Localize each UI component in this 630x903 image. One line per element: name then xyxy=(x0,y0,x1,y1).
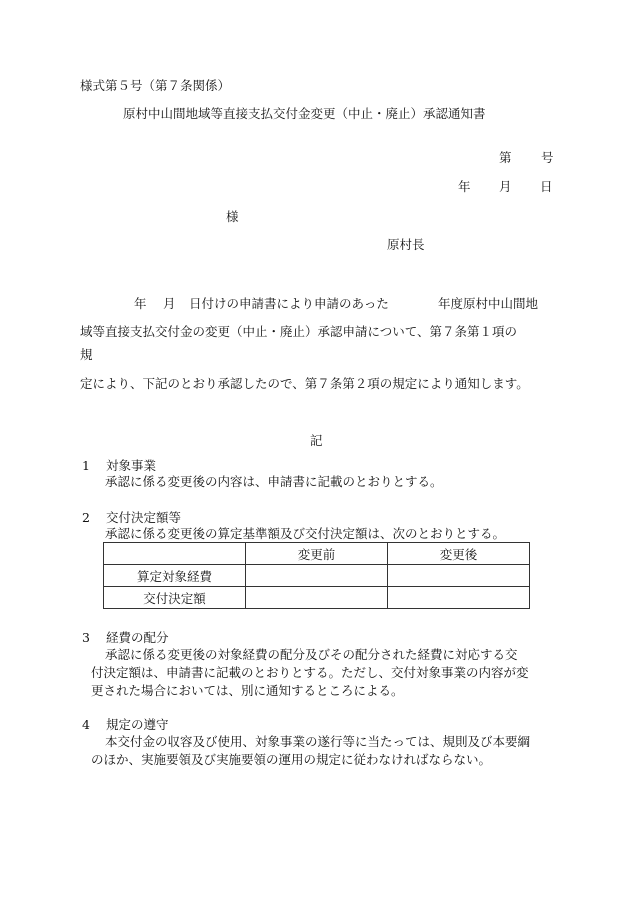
section-4-line1: 本交付金の収容及び使用、対象事業の遂行等に当たっては、規則及び本要綱 xyxy=(105,734,531,749)
table-row xyxy=(104,565,530,587)
table-cell: 交付決定額 xyxy=(104,587,246,609)
table-cell: 算定対象経費 xyxy=(104,565,246,587)
body-line2: 域等直接支払交付金の変更（中止・廃止）承認申請について、第７条第１項の xyxy=(80,324,518,339)
body-month: 月 xyxy=(163,296,176,311)
number-prefix: 第 xyxy=(499,150,512,165)
document-title: 原村中山間地域等直接支払交付金変更（中止・廃止）承認通知書 xyxy=(123,106,486,121)
addressee-suffix: 様 xyxy=(226,209,239,224)
section-2-number: 2 xyxy=(82,510,90,525)
body-line1: 日付けの申請書により申請のあった xyxy=(189,296,389,311)
body-fiscal-year: 年度原村中山間地 xyxy=(438,296,539,311)
section-3-line3: 更された場合においては、別に通知するところによる。 xyxy=(91,683,404,698)
section-2-text: 承認に係る変更後の算定基準額及び交付決定額は、次のとおりとする。 xyxy=(105,526,506,541)
section-4-number: 4 xyxy=(82,717,90,732)
table-cell xyxy=(246,587,388,609)
table-header-cell xyxy=(104,543,246,565)
section-3-title: 経費の配分 xyxy=(106,630,169,645)
date-year: 年 xyxy=(458,179,471,194)
table-header-cell: 変更後 xyxy=(388,543,530,565)
section-2-title: 交付決定額等 xyxy=(106,510,182,525)
number-suffix: 号 xyxy=(541,150,554,165)
table-row xyxy=(104,587,530,609)
section-1-number: 1 xyxy=(82,458,90,473)
grant-amount-table xyxy=(103,542,530,609)
body-line4: 定により、下記のとおり承認したので、第７条第２項の規定により通知します。 xyxy=(80,376,529,391)
body-year: 年 xyxy=(134,296,147,311)
section-4-title: 規定の遵守 xyxy=(106,717,169,732)
form-number: 様式第５号（第７条関係） xyxy=(80,78,231,93)
date-month: 月 xyxy=(499,179,512,194)
table-header-cell: 変更前 xyxy=(246,543,388,565)
table-cell xyxy=(388,587,530,609)
section-4-line2: のほか、実施要領及び実施要領の運用の規定に従わなければならない。 xyxy=(91,752,492,767)
body-line3: 規 xyxy=(80,347,93,362)
table-cell xyxy=(246,565,388,587)
section-3-line2: 付決定額は、申請書に記載のとおりとする。ただし、交付対象事業の内容が変 xyxy=(91,665,529,680)
section-1-title: 対象事業 xyxy=(106,458,157,473)
date-day: 日 xyxy=(540,179,553,194)
table-header-row xyxy=(104,543,530,565)
section-3-line1: 承認に係る変更後の対象経費の配分及びその配分された経費に対応する交 xyxy=(105,647,518,662)
section-3-number: 3 xyxy=(82,630,90,645)
ki-heading: 記 xyxy=(310,433,323,448)
table-cell xyxy=(388,565,530,587)
section-1-text: 承認に係る変更後の内容は、申請書に記載のとおりとする。 xyxy=(105,474,443,489)
issuer: 原村長 xyxy=(387,237,425,252)
